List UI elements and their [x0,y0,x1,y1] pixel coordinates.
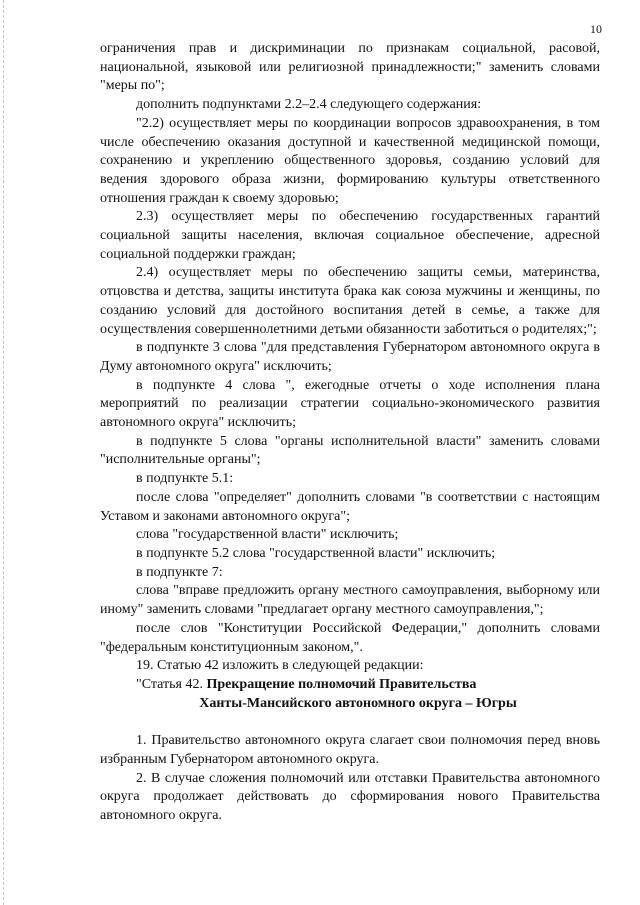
paragraph-subpoint-5-2: в подпункте 5.2 слова "государственной власти" исключить; [136,545,496,561]
paragraph-subpoint-2-4: 2.4) осуществляет меры по обеспечению защиты семьи, материнства, отцовства и детства, защиты института брака как союза мужчины и женщины, по созданию условий для достойного воспитания детей в семье, а также для осуществления совершеннолетними детьми обязанности заботиться о родителях;"; [100,265,600,337]
article-heading-line1 [100,676,600,695]
paragraph-article-19: 19. Статью 42 изложить в следующей редакции: [136,658,424,674]
paragraph-subpoint-4: в подпункте 4 слова ", ежегодные отчеты о ходе исполнения плана мероприятий по реализации стратегии социально-экономического развития автономного округа" исключить; [100,377,600,431]
paragraph-subpoint-3: в подпункте 3 слова "для представления Губернатором автономного округа в Думу автономного округа" исключить; [100,340,600,374]
paragraph-subpoint-7: в подпункте 7: [136,564,223,580]
page-number: 10 [590,22,602,36]
paragraph-after-word: после слова "определяет" дополнить словами "в соответствии с настоящим Уставом и законами автономного округа"; [100,489,600,524]
paragraph-words-exclude: слова "государственной власти" исключить; [136,527,399,543]
document-body [100,40,600,826]
paragraph-subpoint-2-3: 2.3) осуществляет меры по обеспечению государственных гарантий социальной защиты населения, включая социальное обеспечение, адресной социальной поддержки граждан; [100,209,600,262]
paragraph-subpoint-5-1: в подпункте 5.1: [136,471,234,487]
scan-edge-line [3,0,4,905]
paragraph-after-words: после слов "Конституции Российской Федерации," дополнить словами "федеральным конституционным законом,". [100,620,600,655]
spacer [100,713,600,732]
article-prefix: "Статья 42. [136,676,207,692]
paragraph-continuation: ограничения прав и дискриминации по признакам социальной, расовой, национальной, языковой или религиозной принадлежности;" заменить словами "меры по"; [100,41,600,94]
article-paragraph-2: 2. В случае сложения полномочий или отставки Правительства автономного округа продолжает действовать до сформирования нового Правительства автономного округа. [100,770,600,824]
paragraph-subpoint-2-2: "2.2) осуществляет меры по координации вопросов здравоохранения, в том числе обеспечению оказания доступной и качественной медицинской помощи, сохранению и укреплению общественного здоровья, созданию условий для ведения здорового образа жизни, формированию культуры ответственного отношения граждан к своему здоровью; [100,115,600,206]
paragraph-words-replace: слова "вправе предложить органу местного самоуправления, выборному или иному" заменить словами "предлагает органу местного самоуправления,"; [100,583,600,618]
article-paragraph-1: 1. Правительство автономного округа слагает свои полномочия перед вновь избранным Губернатором автономного округа. [100,733,600,768]
article-title-line2: Ханты-Мансийского автономного округа – Югры [199,695,517,711]
article-title-line1: Прекращение полномочий Правительства [206,676,477,692]
paragraph-add-subpoints: дополнить подпунктами 2.2–2.4 следующего содержания: [136,97,482,113]
paragraph-subpoint-5: в подпункте 5 слова "органы исполнительной власти" заменить словами "исполнительные органы"; [100,433,600,468]
article-heading [100,676,600,713]
